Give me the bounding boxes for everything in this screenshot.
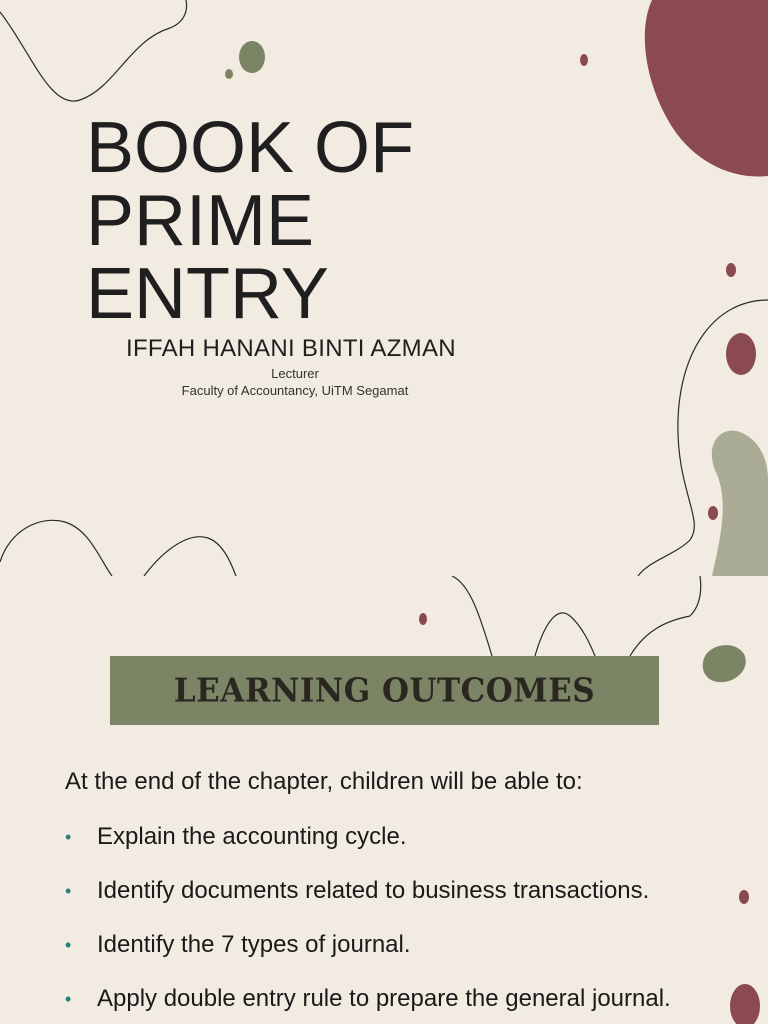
decor-blob-maroon-small bbox=[726, 333, 756, 375]
learning-outcomes-slide bbox=[0, 576, 768, 1024]
decor-line-bottom-left bbox=[0, 520, 112, 576]
outcomes-intro: At the end of the chapter, children will be able to: bbox=[65, 768, 583, 795]
outcome-text: Apply double entry rule to prepare the general journal. bbox=[97, 985, 671, 1012]
bullet-icon: • bbox=[65, 935, 72, 955]
decor-blob-maroon bbox=[645, 0, 768, 177]
cover-title bbox=[86, 108, 415, 334]
cover-title-line-2: PRIME bbox=[86, 181, 315, 261]
outcome-text: Explain the accounting cycle. bbox=[97, 823, 407, 850]
author-role bbox=[170, 365, 420, 399]
decor-dot-olive-large bbox=[239, 41, 265, 73]
bullet-icon: • bbox=[65, 989, 72, 1009]
outcome-text: Identify documents related to business transactions. bbox=[97, 877, 650, 904]
outcome-item bbox=[65, 876, 671, 930]
bullet-icon: • bbox=[65, 827, 72, 847]
outcome-text: Identify the 7 types of journal. bbox=[97, 931, 411, 958]
decor-line-top-left bbox=[0, 0, 187, 101]
decor-dot-maroon-right bbox=[739, 890, 749, 904]
decor-line-bottom-mid bbox=[144, 537, 236, 576]
learning-outcomes-heading: LEARNING OUTCOMES bbox=[173, 671, 596, 710]
decor-blob-sage bbox=[712, 431, 768, 576]
outcome-item bbox=[65, 984, 671, 1024]
decor-dot-olive-small bbox=[225, 69, 233, 79]
learning-outcomes-banner bbox=[110, 656, 659, 725]
outcomes-list bbox=[65, 822, 671, 1024]
decor-blob-olive bbox=[703, 645, 746, 682]
outcome-item bbox=[65, 930, 671, 984]
decor-dot-maroon-top bbox=[580, 54, 588, 66]
decor-line-top-right bbox=[630, 576, 701, 656]
author-title: Lecturer bbox=[271, 366, 319, 381]
author-name: IFFAH HANANI BINTI AZMAN bbox=[126, 335, 456, 362]
cover-title-line-3: ENTRY bbox=[86, 254, 329, 334]
decor-blob-maroon-bottom bbox=[730, 984, 760, 1024]
author-faculty: Faculty of Accountancy, UiTM Segamat bbox=[181, 383, 409, 398]
cover-title-line-1: BOOK OF bbox=[86, 108, 415, 188]
decor-line-top-mid bbox=[452, 576, 492, 656]
bullet-icon: • bbox=[65, 881, 72, 901]
decor-line-top-arch bbox=[535, 613, 595, 656]
decor-dot-maroon-mid bbox=[726, 263, 736, 277]
outcome-item bbox=[65, 822, 671, 876]
decor-dot-maroon-small bbox=[419, 613, 427, 625]
decor-dot-maroon-low bbox=[708, 506, 718, 520]
